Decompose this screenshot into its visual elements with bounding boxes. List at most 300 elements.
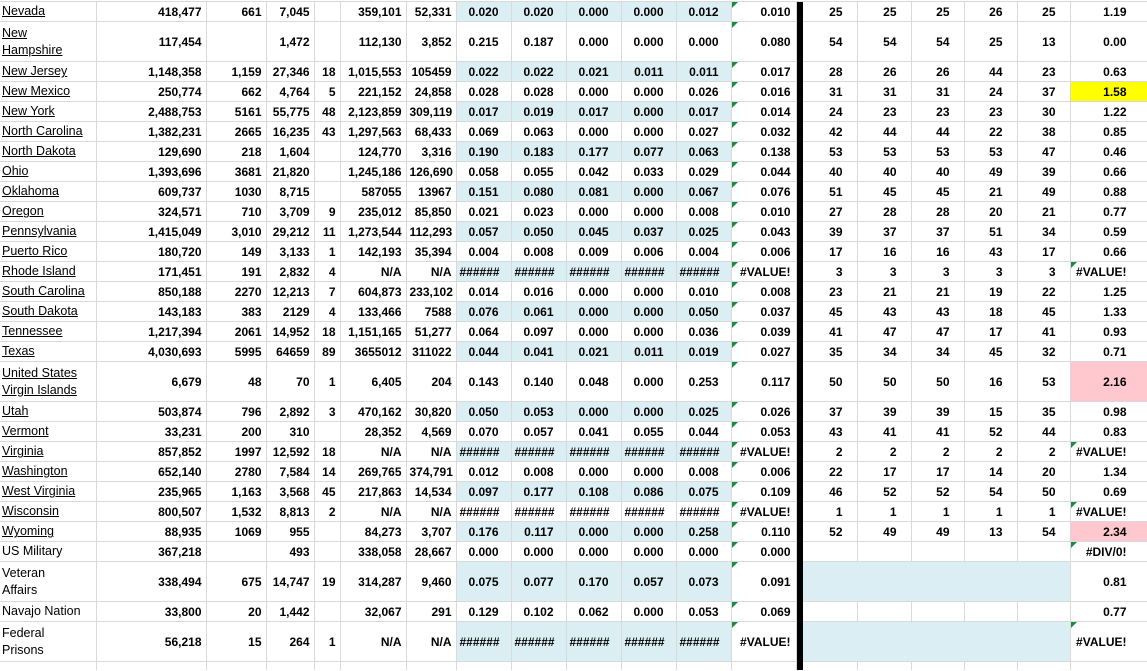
rate-cell[interactable] — [621, 502, 676, 522]
rank-cell[interactable] — [857, 502, 911, 522]
rate-cell[interactable] — [511, 362, 566, 402]
value-cell[interactable] — [406, 562, 456, 602]
rank-cell[interactable] — [1017, 442, 1070, 462]
state-name-cell[interactable] — [0, 322, 96, 342]
rank-cell[interactable] — [911, 62, 964, 82]
rate-cell[interactable] — [566, 262, 621, 282]
rate-cell[interactable] — [621, 22, 676, 62]
rate-cell[interactable] — [566, 182, 621, 202]
rate-cell[interactable] — [621, 542, 676, 562]
value-cell[interactable] — [314, 442, 340, 462]
rate-cell[interactable] — [621, 362, 676, 402]
rate-cell[interactable] — [676, 22, 731, 62]
rank-cell[interactable] — [1017, 62, 1070, 82]
value-cell[interactable] — [314, 562, 340, 602]
value-cell[interactable] — [96, 522, 206, 542]
value-cell[interactable] — [314, 302, 340, 322]
average-cell[interactable] — [731, 122, 796, 142]
rank-cell[interactable] — [911, 522, 964, 542]
value-cell[interactable] — [96, 502, 206, 522]
average-cell[interactable] — [731, 362, 796, 402]
value-cell[interactable] — [206, 202, 266, 222]
state-name-cell[interactable] — [0, 622, 96, 662]
state-name-cell[interactable] — [0, 402, 96, 422]
rank-cell[interactable] — [803, 402, 857, 422]
rate-cell[interactable] — [456, 462, 511, 482]
rate-cell[interactable] — [621, 422, 676, 442]
rate-cell[interactable] — [456, 262, 511, 282]
rank-cell[interactable] — [1017, 402, 1070, 422]
empty-cell[interactable] — [511, 662, 566, 670]
value-cell[interactable] — [340, 222, 406, 242]
value-cell[interactable] — [314, 162, 340, 182]
value-cell[interactable] — [266, 242, 314, 262]
value-cell[interactable] — [406, 602, 456, 622]
value-cell[interactable] — [96, 62, 206, 82]
rate-cell[interactable] — [676, 482, 731, 502]
value-cell[interactable] — [314, 602, 340, 622]
state-name-cell[interactable] — [0, 222, 96, 242]
value-cell[interactable] — [96, 202, 206, 222]
rank-cell[interactable] — [803, 262, 857, 282]
value-cell[interactable] — [406, 102, 456, 122]
rate-cell[interactable] — [566, 462, 621, 482]
value-cell[interactable] — [314, 522, 340, 542]
value-cell[interactable] — [406, 122, 456, 142]
rank-cell[interactable] — [803, 602, 857, 622]
value-cell[interactable] — [406, 302, 456, 322]
rate-cell[interactable] — [566, 222, 621, 242]
rate-cell[interactable] — [456, 602, 511, 622]
rank-cell[interactable] — [964, 262, 1017, 282]
value-cell[interactable] — [206, 62, 266, 82]
rate-cell[interactable] — [511, 622, 566, 662]
value-cell[interactable] — [266, 342, 314, 362]
rate-cell[interactable] — [566, 562, 621, 602]
value-cell[interactable] — [406, 522, 456, 542]
value-cell[interactable] — [206, 482, 266, 502]
average-cell[interactable] — [731, 522, 796, 542]
state-name-cell[interactable] — [0, 542, 96, 562]
rate-cell[interactable] — [511, 402, 566, 422]
rate-cell[interactable] — [566, 522, 621, 542]
rank-cell[interactable] — [857, 462, 911, 482]
value-cell[interactable] — [206, 402, 266, 422]
value-cell[interactable] — [206, 2, 266, 22]
value-cell[interactable] — [96, 242, 206, 262]
empty-cell[interactable] — [96, 662, 206, 670]
rank-cell[interactable] — [803, 462, 857, 482]
ratio-cell[interactable] — [1070, 342, 1147, 362]
rank-cell[interactable] — [964, 222, 1017, 242]
rank-cell[interactable] — [1017, 342, 1070, 362]
empty-cell[interactable] — [340, 662, 406, 670]
rank-cell[interactable] — [857, 2, 911, 22]
rank-cell[interactable] — [964, 2, 1017, 22]
value-cell[interactable] — [266, 142, 314, 162]
value-cell[interactable] — [266, 82, 314, 102]
value-cell[interactable] — [314, 242, 340, 262]
rate-cell[interactable] — [456, 122, 511, 142]
rank-cell[interactable] — [803, 502, 857, 522]
state-name-cell[interactable] — [0, 302, 96, 322]
value-cell[interactable] — [206, 502, 266, 522]
rate-cell[interactable] — [511, 602, 566, 622]
value-cell[interactable] — [406, 342, 456, 362]
rank-cell[interactable] — [857, 22, 911, 62]
rank-cell[interactable] — [803, 542, 857, 562]
rate-cell[interactable] — [676, 362, 731, 402]
rate-cell[interactable] — [511, 22, 566, 62]
value-cell[interactable] — [266, 522, 314, 542]
rank-cell[interactable] — [1017, 302, 1070, 322]
rate-cell[interactable] — [621, 302, 676, 322]
value-cell[interactable] — [266, 302, 314, 322]
rate-cell[interactable] — [511, 302, 566, 322]
rank-cell[interactable] — [911, 422, 964, 442]
rate-cell[interactable] — [511, 162, 566, 182]
rank-cell[interactable] — [1017, 142, 1070, 162]
rank-cell[interactable] — [803, 102, 857, 122]
empty-cell[interactable] — [731, 662, 796, 670]
rate-cell[interactable] — [456, 222, 511, 242]
rank-cell[interactable] — [1017, 602, 1070, 622]
rate-cell[interactable] — [511, 142, 566, 162]
rate-cell[interactable] — [511, 82, 566, 102]
state-name-cell[interactable] — [0, 342, 96, 362]
rank-cell[interactable] — [803, 122, 857, 142]
average-cell[interactable] — [731, 142, 796, 162]
state-name-cell[interactable] — [0, 122, 96, 142]
rate-cell[interactable] — [621, 102, 676, 122]
rate-cell[interactable] — [676, 182, 731, 202]
value-cell[interactable] — [266, 182, 314, 202]
rank-cell[interactable] — [857, 602, 911, 622]
rank-cell[interactable] — [911, 222, 964, 242]
value-cell[interactable] — [96, 322, 206, 342]
rate-cell[interactable] — [456, 622, 511, 662]
rate-cell[interactable] — [511, 62, 566, 82]
rate-cell[interactable] — [566, 402, 621, 422]
average-cell[interactable] — [731, 22, 796, 62]
average-cell[interactable] — [731, 162, 796, 182]
rank-cell[interactable] — [911, 502, 964, 522]
rank-cell[interactable] — [964, 522, 1017, 542]
rank-cell[interactable] — [857, 402, 911, 422]
rate-cell[interactable] — [566, 242, 621, 262]
rate-cell[interactable] — [676, 222, 731, 242]
value-cell[interactable] — [314, 482, 340, 502]
rate-cell[interactable] — [621, 2, 676, 22]
empty-cell[interactable] — [621, 662, 676, 670]
value-cell[interactable] — [406, 282, 456, 302]
rank-cell[interactable] — [964, 322, 1017, 342]
value-cell[interactable] — [266, 2, 314, 22]
rate-cell[interactable] — [621, 222, 676, 242]
value-cell[interactable] — [266, 422, 314, 442]
rate-cell[interactable] — [456, 442, 511, 462]
rate-cell[interactable] — [456, 202, 511, 222]
rank-cell[interactable] — [857, 142, 911, 162]
rate-cell[interactable] — [566, 162, 621, 182]
rate-cell[interactable] — [676, 422, 731, 442]
value-cell[interactable] — [96, 362, 206, 402]
value-cell[interactable] — [406, 82, 456, 102]
empty-cell[interactable] — [1017, 662, 1070, 670]
value-cell[interactable] — [406, 142, 456, 162]
rank-cell[interactable] — [911, 102, 964, 122]
value-cell[interactable] — [266, 442, 314, 462]
value-cell[interactable] — [206, 102, 266, 122]
rank-cell[interactable] — [964, 162, 1017, 182]
average-cell[interactable] — [731, 402, 796, 422]
rank-cell[interactable] — [1017, 262, 1070, 282]
rate-cell[interactable] — [456, 542, 511, 562]
value-cell[interactable] — [206, 242, 266, 262]
state-name-cell[interactable] — [0, 502, 96, 522]
value-cell[interactable] — [206, 82, 266, 102]
rate-cell[interactable] — [566, 322, 621, 342]
rate-cell[interactable] — [676, 302, 731, 322]
ratio-cell[interactable] — [1070, 242, 1147, 262]
rate-cell[interactable] — [621, 622, 676, 662]
average-cell[interactable] — [731, 442, 796, 462]
state-name-cell[interactable] — [0, 262, 96, 282]
value-cell[interactable] — [314, 542, 340, 562]
rate-cell[interactable] — [621, 442, 676, 462]
value-cell[interactable] — [406, 22, 456, 62]
value-cell[interactable] — [340, 482, 406, 502]
rate-cell[interactable] — [566, 122, 621, 142]
rate-cell[interactable] — [621, 462, 676, 482]
value-cell[interactable] — [406, 542, 456, 562]
rate-cell[interactable] — [456, 482, 511, 502]
rate-cell[interactable] — [621, 522, 676, 542]
ratio-cell[interactable] — [1070, 522, 1147, 542]
state-name-cell[interactable] — [0, 362, 96, 402]
rank-cell[interactable] — [857, 242, 911, 262]
rate-cell[interactable] — [511, 2, 566, 22]
value-cell[interactable] — [96, 422, 206, 442]
value-cell[interactable] — [314, 362, 340, 402]
value-cell[interactable] — [266, 402, 314, 422]
value-cell[interactable] — [314, 282, 340, 302]
value-cell[interactable] — [314, 82, 340, 102]
rank-cell[interactable] — [1017, 542, 1070, 562]
rate-cell[interactable] — [676, 522, 731, 542]
empty-cell[interactable] — [803, 662, 857, 670]
rate-cell[interactable] — [566, 422, 621, 442]
ratio-cell[interactable] — [1070, 302, 1147, 322]
rank-cell[interactable] — [803, 142, 857, 162]
average-cell[interactable] — [731, 302, 796, 322]
value-cell[interactable] — [96, 442, 206, 462]
rate-cell[interactable] — [456, 522, 511, 542]
empty-cell[interactable] — [0, 662, 96, 670]
rate-cell[interactable] — [566, 542, 621, 562]
rank-cell[interactable] — [857, 522, 911, 542]
rank-cell[interactable] — [857, 482, 911, 502]
rank-cell[interactable] — [1017, 462, 1070, 482]
rank-cell[interactable] — [1017, 102, 1070, 122]
rank-cell[interactable] — [803, 162, 857, 182]
rate-cell[interactable] — [621, 402, 676, 422]
rank-cell[interactable] — [803, 62, 857, 82]
rank-cell[interactable] — [911, 322, 964, 342]
value-cell[interactable] — [406, 462, 456, 482]
rate-cell[interactable] — [676, 602, 731, 622]
ratio-cell[interactable] — [1070, 362, 1147, 402]
rate-cell[interactable] — [511, 542, 566, 562]
value-cell[interactable] — [96, 262, 206, 282]
value-cell[interactable] — [406, 242, 456, 262]
rate-cell[interactable] — [456, 62, 511, 82]
average-cell[interactable] — [731, 422, 796, 442]
value-cell[interactable] — [406, 322, 456, 342]
average-cell[interactable] — [731, 542, 796, 562]
value-cell[interactable] — [266, 622, 314, 662]
ratio-cell[interactable] — [1070, 602, 1147, 622]
rate-cell[interactable] — [676, 162, 731, 182]
rank-cell[interactable] — [911, 462, 964, 482]
rate-cell[interactable] — [456, 102, 511, 122]
rate-cell[interactable] — [456, 562, 511, 602]
rank-cell[interactable] — [857, 82, 911, 102]
rate-cell[interactable] — [621, 142, 676, 162]
rate-cell[interactable] — [456, 22, 511, 62]
value-cell[interactable] — [314, 402, 340, 422]
value-cell[interactable] — [96, 102, 206, 122]
rate-cell[interactable] — [456, 82, 511, 102]
rank-cell[interactable] — [1017, 22, 1070, 62]
rate-cell[interactable] — [621, 322, 676, 342]
rate-cell[interactable] — [566, 82, 621, 102]
average-cell[interactable] — [731, 222, 796, 242]
rate-cell[interactable] — [676, 562, 731, 602]
state-name-cell[interactable] — [0, 242, 96, 262]
value-cell[interactable] — [96, 2, 206, 22]
empty-cell[interactable] — [964, 662, 1017, 670]
rank-cell[interactable] — [911, 162, 964, 182]
average-cell[interactable] — [731, 462, 796, 482]
value-cell[interactable] — [340, 22, 406, 62]
rank-band-cell[interactable] — [803, 622, 1070, 662]
rate-cell[interactable] — [621, 482, 676, 502]
value-cell[interactable] — [340, 202, 406, 222]
rate-cell[interactable] — [456, 302, 511, 322]
rank-cell[interactable] — [857, 542, 911, 562]
rank-cell[interactable] — [964, 102, 1017, 122]
rate-cell[interactable] — [676, 62, 731, 82]
value-cell[interactable] — [266, 282, 314, 302]
value-cell[interactable] — [96, 482, 206, 502]
value-cell[interactable] — [406, 362, 456, 402]
rank-cell[interactable] — [1017, 522, 1070, 542]
rank-cell[interactable] — [1017, 242, 1070, 262]
empty-cell[interactable] — [206, 662, 266, 670]
rank-cell[interactable] — [911, 262, 964, 282]
average-cell[interactable] — [731, 282, 796, 302]
rate-cell[interactable] — [511, 502, 566, 522]
rank-cell[interactable] — [911, 122, 964, 142]
rate-cell[interactable] — [676, 282, 731, 302]
value-cell[interactable] — [406, 502, 456, 522]
average-cell[interactable] — [731, 262, 796, 282]
rank-cell[interactable] — [911, 282, 964, 302]
value-cell[interactable] — [406, 262, 456, 282]
rank-cell[interactable] — [803, 82, 857, 102]
value-cell[interactable] — [266, 502, 314, 522]
value-cell[interactable] — [266, 462, 314, 482]
value-cell[interactable] — [96, 602, 206, 622]
rate-cell[interactable] — [456, 422, 511, 442]
value-cell[interactable] — [206, 182, 266, 202]
value-cell[interactable] — [406, 182, 456, 202]
state-name-cell[interactable] — [0, 162, 96, 182]
value-cell[interactable] — [340, 622, 406, 662]
average-cell[interactable] — [731, 102, 796, 122]
value-cell[interactable] — [314, 462, 340, 482]
empty-cell[interactable] — [911, 662, 964, 670]
empty-cell[interactable] — [676, 662, 731, 670]
rate-cell[interactable] — [676, 82, 731, 102]
ratio-cell[interactable] — [1070, 422, 1147, 442]
rank-cell[interactable] — [857, 322, 911, 342]
value-cell[interactable] — [314, 62, 340, 82]
rank-cell[interactable] — [964, 122, 1017, 142]
empty-cell[interactable] — [566, 662, 621, 670]
rank-band-cell[interactable] — [803, 562, 1070, 602]
rank-cell[interactable] — [964, 362, 1017, 402]
rank-cell[interactable] — [964, 342, 1017, 362]
ratio-cell[interactable] — [1070, 262, 1147, 282]
rank-cell[interactable] — [857, 442, 911, 462]
rate-cell[interactable] — [676, 142, 731, 162]
ratio-cell[interactable] — [1070, 202, 1147, 222]
rank-cell[interactable] — [964, 22, 1017, 62]
rank-cell[interactable] — [857, 162, 911, 182]
ratio-cell[interactable] — [1070, 162, 1147, 182]
rank-cell[interactable] — [911, 22, 964, 62]
rank-cell[interactable] — [803, 2, 857, 22]
rate-cell[interactable] — [676, 402, 731, 422]
rate-cell[interactable] — [566, 502, 621, 522]
rank-cell[interactable] — [803, 222, 857, 242]
ratio-cell[interactable] — [1070, 402, 1147, 422]
value-cell[interactable] — [340, 262, 406, 282]
state-name-cell[interactable] — [0, 142, 96, 162]
rank-cell[interactable] — [964, 542, 1017, 562]
rate-cell[interactable] — [621, 202, 676, 222]
value-cell[interactable] — [206, 602, 266, 622]
state-name-cell[interactable] — [0, 482, 96, 502]
value-cell[interactable] — [314, 222, 340, 242]
rate-cell[interactable] — [676, 502, 731, 522]
rank-cell[interactable] — [964, 62, 1017, 82]
value-cell[interactable] — [314, 2, 340, 22]
value-cell[interactable] — [96, 162, 206, 182]
value-cell[interactable] — [340, 442, 406, 462]
rank-cell[interactable] — [1017, 422, 1070, 442]
rate-cell[interactable] — [621, 182, 676, 202]
value-cell[interactable] — [340, 542, 406, 562]
empty-cell[interactable] — [857, 662, 911, 670]
state-name-cell[interactable] — [0, 422, 96, 442]
value-cell[interactable] — [340, 62, 406, 82]
rank-cell[interactable] — [1017, 162, 1070, 182]
value-cell[interactable] — [96, 622, 206, 662]
rank-cell[interactable] — [803, 22, 857, 62]
